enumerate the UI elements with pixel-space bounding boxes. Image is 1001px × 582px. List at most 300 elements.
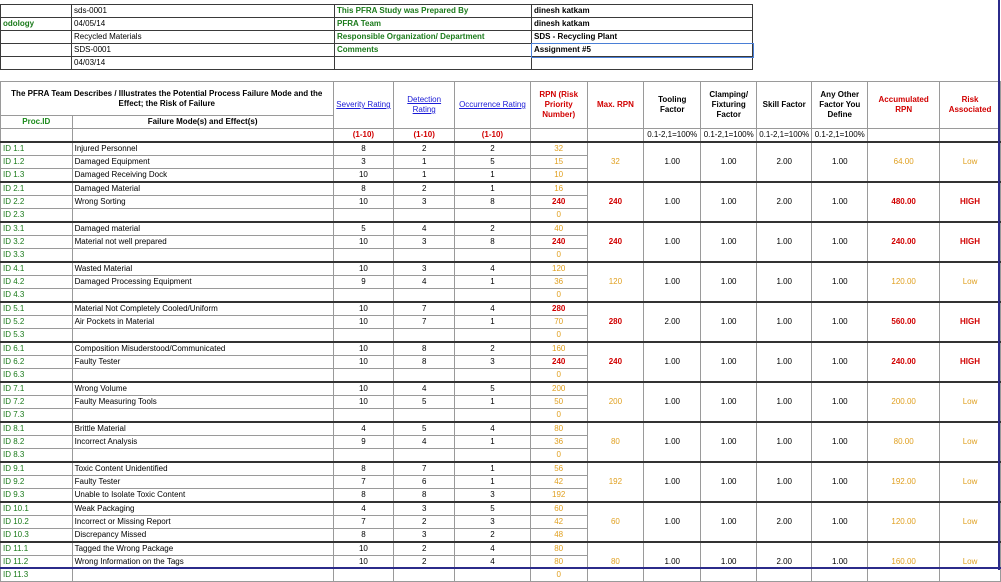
rpn-cell[interactable]: 16 bbox=[530, 182, 587, 196]
failure-mode-cell[interactable]: Toxic Content Unidentified bbox=[72, 462, 333, 476]
risk-cell[interactable]: Low bbox=[940, 142, 1001, 182]
info-cell[interactable]: dinesh katkam bbox=[532, 18, 753, 31]
clamping-cell[interactable]: 1.00 bbox=[701, 222, 757, 262]
occurrence-cell[interactable]: 2 bbox=[455, 529, 531, 543]
failure-mode-cell[interactable]: Incorrect or Missing Report bbox=[72, 516, 333, 529]
rpn-cell[interactable]: 36 bbox=[530, 436, 587, 449]
skill-cell[interactable]: 2.00 bbox=[757, 502, 812, 542]
occurrence-cell[interactable]: 1 bbox=[455, 316, 531, 329]
severity-cell[interactable]: 10 bbox=[333, 342, 394, 356]
occurrence-cell[interactable]: 2 bbox=[455, 142, 531, 156]
proc-id-cell[interactable]: ID 6.3 bbox=[1, 369, 73, 383]
max-rpn-cell[interactable]: 240 bbox=[587, 342, 644, 382]
info-cell[interactable]: SDS-0001 bbox=[72, 44, 335, 57]
occurrence-cell[interactable]: 1 bbox=[455, 169, 531, 183]
rpn-cell[interactable]: 160 bbox=[530, 342, 587, 356]
proc-id-cell[interactable]: ID 1.2 bbox=[1, 156, 73, 169]
severity-cell[interactable]: 8 bbox=[333, 489, 394, 503]
proc-id-cell[interactable]: ID 9.2 bbox=[1, 476, 73, 489]
failure-mode-cell[interactable]: Damaged Equipment bbox=[72, 156, 333, 169]
proc-id-cell[interactable]: ID 3.1 bbox=[1, 222, 73, 236]
skill-cell[interactable]: 1.00 bbox=[757, 262, 812, 302]
failure-mode-cell[interactable]: Wasted Material bbox=[72, 262, 333, 276]
failure-mode-cell[interactable] bbox=[72, 369, 333, 383]
rpn-cell[interactable]: 70 bbox=[530, 316, 587, 329]
info-cell[interactable]: sds-0001 bbox=[72, 5, 335, 18]
other-factor-cell[interactable]: 1.00 bbox=[812, 262, 868, 302]
rpn-cell[interactable]: 80 bbox=[530, 542, 587, 556]
detection-cell[interactable]: 8 bbox=[394, 489, 455, 503]
proc-id-cell[interactable]: ID 10.2 bbox=[1, 516, 73, 529]
detection-cell[interactable] bbox=[394, 449, 455, 463]
severity-cell[interactable]: 4 bbox=[333, 502, 394, 516]
proc-id-cell[interactable]: ID 10.1 bbox=[1, 502, 73, 516]
rpn-cell[interactable]: 50 bbox=[530, 396, 587, 409]
rpn-cell[interactable]: 40 bbox=[530, 222, 587, 236]
info-cell[interactable]: odology bbox=[1, 18, 72, 31]
other-factor-cell[interactable]: 1.00 bbox=[812, 542, 868, 582]
severity-cell[interactable]: 8 bbox=[333, 142, 394, 156]
proc-id-cell[interactable]: ID 5.3 bbox=[1, 329, 73, 343]
occurrence-cell[interactable]: 3 bbox=[455, 489, 531, 503]
proc-id-cell[interactable]: ID 9.1 bbox=[1, 462, 73, 476]
other-factor-cell[interactable]: 1.00 bbox=[812, 302, 868, 342]
other-factor-cell[interactable]: 1.00 bbox=[812, 182, 868, 222]
accumulated-rpn-cell[interactable]: 64.00 bbox=[868, 142, 940, 182]
tooling-cell[interactable]: 1.00 bbox=[644, 382, 701, 422]
occurrence-cell[interactable]: 4 bbox=[455, 262, 531, 276]
max-rpn-cell[interactable]: 200 bbox=[587, 382, 644, 422]
skill-cell[interactable]: 1.00 bbox=[757, 222, 812, 262]
info-cell[interactable]: Assignment #5 bbox=[532, 44, 753, 57]
max-rpn-cell[interactable]: 240 bbox=[587, 222, 644, 262]
failure-mode-cell[interactable]: Wrong Volume bbox=[72, 382, 333, 396]
max-rpn-cell[interactable]: 280 bbox=[587, 302, 644, 342]
severity-cell[interactable]: 7 bbox=[333, 516, 394, 529]
detection-cell[interactable]: 4 bbox=[394, 222, 455, 236]
detection-cell[interactable]: 1 bbox=[394, 156, 455, 169]
rpn-cell[interactable]: 0 bbox=[530, 209, 587, 223]
info-cell[interactable]: 04/03/14 bbox=[72, 57, 335, 70]
severity-cell[interactable] bbox=[333, 209, 394, 223]
proc-id-cell[interactable]: ID 9.3 bbox=[1, 489, 73, 503]
severity-cell[interactable]: 7 bbox=[333, 476, 394, 489]
severity-cell[interactable] bbox=[333, 329, 394, 343]
detection-cell[interactable]: 4 bbox=[394, 276, 455, 289]
failure-mode-cell[interactable]: Faulty Tester bbox=[72, 476, 333, 489]
risk-cell[interactable]: Low bbox=[940, 502, 1001, 542]
failure-mode-cell[interactable]: Material Not Completely Cooled/Uniform bbox=[72, 302, 333, 316]
max-rpn-cell[interactable]: 120 bbox=[587, 262, 644, 302]
detection-cell[interactable]: 7 bbox=[394, 302, 455, 316]
clamping-cell[interactable]: 1.00 bbox=[701, 262, 757, 302]
skill-cell[interactable]: 1.00 bbox=[757, 342, 812, 382]
severity-header[interactable] bbox=[333, 82, 394, 129]
detection-cell[interactable] bbox=[394, 209, 455, 223]
severity-cell[interactable]: 10 bbox=[333, 556, 394, 569]
max-rpn-cell[interactable]: 192 bbox=[587, 462, 644, 502]
max-rpn-cell[interactable]: 32 bbox=[587, 142, 644, 182]
accumulated-rpn-cell[interactable]: 80.00 bbox=[868, 422, 940, 462]
rpn-cell[interactable]: 200 bbox=[530, 382, 587, 396]
proc-id-cell[interactable]: ID 11.2 bbox=[1, 556, 73, 569]
detection-cell[interactable]: 3 bbox=[394, 262, 455, 276]
severity-cell[interactable]: 9 bbox=[333, 436, 394, 449]
detection-cell[interactable] bbox=[394, 329, 455, 343]
severity-cell[interactable]: 10 bbox=[333, 262, 394, 276]
rpn-cell[interactable]: 36 bbox=[530, 276, 587, 289]
severity-cell[interactable] bbox=[333, 569, 394, 582]
failure-mode-cell[interactable]: Wrong Sorting bbox=[72, 196, 333, 209]
proc-id-cell[interactable]: ID 7.2 bbox=[1, 396, 73, 409]
rpn-cell[interactable]: 0 bbox=[530, 369, 587, 383]
occurrence-cell[interactable] bbox=[455, 249, 531, 263]
tooling-cell[interactable]: 1.00 bbox=[644, 462, 701, 502]
occurrence-cell[interactable]: 8 bbox=[455, 236, 531, 249]
failure-mode-cell[interactable]: Damaged Material bbox=[72, 182, 333, 196]
detection-cell[interactable]: 3 bbox=[394, 236, 455, 249]
tooling-cell[interactable]: 1.00 bbox=[644, 422, 701, 462]
occurrence-cell[interactable]: 4 bbox=[455, 556, 531, 569]
info-cell[interactable] bbox=[532, 57, 753, 70]
occurrence-cell[interactable]: 1 bbox=[455, 396, 531, 409]
accumulated-rpn-cell[interactable]: 160.00 bbox=[868, 542, 940, 582]
failure-mode-cell[interactable] bbox=[72, 249, 333, 263]
rpn-cell[interactable]: 0 bbox=[530, 329, 587, 343]
severity-cell[interactable] bbox=[333, 289, 394, 303]
failure-mode-cell[interactable]: Weak Packaging bbox=[72, 502, 333, 516]
occurrence-cell[interactable]: 4 bbox=[455, 542, 531, 556]
detection-cell[interactable]: 2 bbox=[394, 542, 455, 556]
rpn-cell[interactable]: 0 bbox=[530, 249, 587, 263]
detection-cell[interactable]: 4 bbox=[394, 436, 455, 449]
other-factor-cell[interactable]: 1.00 bbox=[812, 462, 868, 502]
rpn-cell[interactable]: 42 bbox=[530, 516, 587, 529]
rpn-cell[interactable]: 42 bbox=[530, 476, 587, 489]
max-rpn-cell[interactable]: 240 bbox=[587, 182, 644, 222]
proc-id-cell[interactable]: ID 8.1 bbox=[1, 422, 73, 436]
occurrence-cell[interactable]: 5 bbox=[455, 382, 531, 396]
tooling-cell[interactable]: 1.00 bbox=[644, 342, 701, 382]
risk-cell[interactable]: Low bbox=[940, 542, 1001, 582]
skill-cell[interactable]: 2.00 bbox=[757, 182, 812, 222]
failure-mode-cell[interactable]: Faulty Tester bbox=[72, 356, 333, 369]
detection-cell[interactable]: 3 bbox=[394, 529, 455, 543]
occurrence-link[interactable]: Occurrence Rating bbox=[459, 100, 526, 109]
detection-link[interactable]: Detection Rating bbox=[407, 95, 442, 114]
info-cell[interactable]: PFRA Team bbox=[335, 18, 532, 31]
detection-cell[interactable]: 8 bbox=[394, 356, 455, 369]
risk-cell[interactable]: Low bbox=[940, 422, 1001, 462]
occurrence-cell[interactable]: 1 bbox=[455, 462, 531, 476]
occurrence-cell[interactable]: 2 bbox=[455, 222, 531, 236]
other-factor-cell[interactable]: 1.00 bbox=[812, 382, 868, 422]
proc-id-cell[interactable]: ID 6.1 bbox=[1, 342, 73, 356]
occurrence-header[interactable] bbox=[455, 82, 531, 129]
failure-mode-cell[interactable] bbox=[72, 569, 333, 582]
proc-id-cell[interactable]: ID 4.3 bbox=[1, 289, 73, 303]
max-rpn-cell[interactable]: 60 bbox=[587, 502, 644, 542]
info-cell[interactable]: Responsible Organization/ Department bbox=[335, 31, 532, 44]
rpn-cell[interactable]: 0 bbox=[530, 449, 587, 463]
max-rpn-cell[interactable]: 80 bbox=[587, 542, 644, 582]
rpn-cell[interactable]: 0 bbox=[530, 289, 587, 303]
occurrence-cell[interactable]: 2 bbox=[455, 342, 531, 356]
clamping-cell[interactable]: 1.00 bbox=[701, 502, 757, 542]
rpn-cell[interactable]: 48 bbox=[530, 529, 587, 543]
rpn-cell[interactable]: 192 bbox=[530, 489, 587, 503]
proc-id-cell[interactable]: ID 1.1 bbox=[1, 142, 73, 156]
clamping-cell[interactable]: 1.00 bbox=[701, 382, 757, 422]
other-factor-cell[interactable]: 1.00 bbox=[812, 422, 868, 462]
occurrence-cell[interactable]: 8 bbox=[455, 196, 531, 209]
info-cell[interactable] bbox=[335, 57, 532, 70]
accumulated-rpn-cell[interactable]: 480.00 bbox=[868, 182, 940, 222]
failure-mode-cell[interactable] bbox=[72, 209, 333, 223]
proc-id-cell[interactable]: ID 8.2 bbox=[1, 436, 73, 449]
rpn-cell[interactable]: 0 bbox=[530, 409, 587, 423]
tooling-cell[interactable]: 1.00 bbox=[644, 142, 701, 182]
detection-cell[interactable]: 2 bbox=[394, 516, 455, 529]
proc-id-cell[interactable]: ID 5.1 bbox=[1, 302, 73, 316]
severity-link[interactable]: Severity Rating bbox=[336, 100, 391, 109]
other-factor-cell[interactable]: 1.00 bbox=[812, 222, 868, 262]
detection-cell[interactable] bbox=[394, 409, 455, 423]
skill-cell[interactable]: 1.00 bbox=[757, 462, 812, 502]
detection-cell[interactable]: 3 bbox=[394, 502, 455, 516]
detection-cell[interactable]: 7 bbox=[394, 462, 455, 476]
accumulated-rpn-cell[interactable]: 200.00 bbox=[868, 382, 940, 422]
detection-cell[interactable] bbox=[394, 369, 455, 383]
severity-cell[interactable] bbox=[333, 249, 394, 263]
severity-cell[interactable]: 10 bbox=[333, 382, 394, 396]
occurrence-cell[interactable]: 5 bbox=[455, 502, 531, 516]
failure-mode-cell[interactable]: Injured Personnel bbox=[72, 142, 333, 156]
detection-cell[interactable]: 2 bbox=[394, 556, 455, 569]
occurrence-cell[interactable] bbox=[455, 369, 531, 383]
failure-mode-cell[interactable]: Brittle Material bbox=[72, 422, 333, 436]
proc-id-cell[interactable]: ID 4.1 bbox=[1, 262, 73, 276]
tooling-cell[interactable]: 1.00 bbox=[644, 502, 701, 542]
clamping-cell[interactable]: 1.00 bbox=[701, 542, 757, 582]
proc-id-cell[interactable]: ID 4.2 bbox=[1, 276, 73, 289]
risk-cell[interactable]: Low bbox=[940, 262, 1001, 302]
detection-cell[interactable] bbox=[394, 569, 455, 582]
failure-mode-cell[interactable]: Composition Misuderstood/Communicated bbox=[72, 342, 333, 356]
failure-mode-cell[interactable]: Incorrect Analysis bbox=[72, 436, 333, 449]
occurrence-cell[interactable]: 1 bbox=[455, 182, 531, 196]
severity-cell[interactable]: 8 bbox=[333, 462, 394, 476]
occurrence-cell[interactable] bbox=[455, 329, 531, 343]
severity-cell[interactable] bbox=[333, 409, 394, 423]
occurrence-cell[interactable]: 1 bbox=[455, 276, 531, 289]
occurrence-cell[interactable]: 3 bbox=[455, 356, 531, 369]
detection-cell[interactable]: 4 bbox=[394, 382, 455, 396]
occurrence-cell[interactable] bbox=[455, 289, 531, 303]
failure-mode-cell[interactable]: Air Pockets in Material bbox=[72, 316, 333, 329]
severity-cell[interactable] bbox=[333, 449, 394, 463]
tooling-cell[interactable]: 1.00 bbox=[644, 542, 701, 582]
tooling-cell[interactable]: 2.00 bbox=[644, 302, 701, 342]
failure-mode-cell[interactable] bbox=[72, 329, 333, 343]
failure-mode-cell[interactable]: Tagged the Wrong Package bbox=[72, 542, 333, 556]
severity-cell[interactable]: 10 bbox=[333, 316, 394, 329]
proc-id-cell[interactable]: ID 6.2 bbox=[1, 356, 73, 369]
severity-cell[interactable]: 10 bbox=[333, 542, 394, 556]
info-cell[interactable]: Comments bbox=[335, 44, 532, 57]
occurrence-cell[interactable]: 4 bbox=[455, 422, 531, 436]
occurrence-cell[interactable]: 4 bbox=[455, 302, 531, 316]
severity-cell[interactable]: 9 bbox=[333, 276, 394, 289]
skill-cell[interactable]: 1.00 bbox=[757, 302, 812, 342]
failure-mode-cell[interactable] bbox=[72, 409, 333, 423]
info-cell[interactable]: SDS - Recycling Plant bbox=[532, 31, 753, 44]
detection-cell[interactable]: 5 bbox=[394, 396, 455, 409]
other-factor-cell[interactable]: 1.00 bbox=[812, 142, 868, 182]
detection-cell[interactable]: 2 bbox=[394, 142, 455, 156]
severity-cell[interactable]: 10 bbox=[333, 236, 394, 249]
info-cell[interactable]: 04/05/14 bbox=[72, 18, 335, 31]
other-factor-cell[interactable]: 1.00 bbox=[812, 342, 868, 382]
info-cell[interactable]: dinesh katkam bbox=[532, 5, 753, 18]
occurrence-cell[interactable]: 5 bbox=[455, 156, 531, 169]
detection-cell[interactable]: 3 bbox=[394, 196, 455, 209]
rpn-cell[interactable]: 15 bbox=[530, 156, 587, 169]
severity-cell[interactable]: 10 bbox=[333, 396, 394, 409]
occurrence-cell[interactable] bbox=[455, 409, 531, 423]
rpn-cell[interactable]: 60 bbox=[530, 502, 587, 516]
info-cell[interactable] bbox=[1, 44, 72, 57]
rpn-cell[interactable]: 0 bbox=[530, 569, 587, 582]
proc-id-cell[interactable]: ID 3.2 bbox=[1, 236, 73, 249]
severity-cell[interactable]: 8 bbox=[333, 182, 394, 196]
accumulated-rpn-cell[interactable]: 120.00 bbox=[868, 502, 940, 542]
rpn-cell[interactable]: 120 bbox=[530, 262, 587, 276]
proc-id-cell[interactable]: ID 10.3 bbox=[1, 529, 73, 543]
accumulated-rpn-cell[interactable]: 240.00 bbox=[868, 222, 940, 262]
clamping-cell[interactable]: 1.00 bbox=[701, 302, 757, 342]
rpn-cell[interactable]: 240 bbox=[530, 196, 587, 209]
detection-cell[interactable] bbox=[394, 249, 455, 263]
skill-cell[interactable]: 2.00 bbox=[757, 142, 812, 182]
tooling-cell[interactable]: 1.00 bbox=[644, 262, 701, 302]
occurrence-cell[interactable] bbox=[455, 209, 531, 223]
proc-id-cell[interactable]: ID 1.3 bbox=[1, 169, 73, 183]
risk-cell[interactable]: HIGH bbox=[940, 302, 1001, 342]
rpn-cell[interactable]: 280 bbox=[530, 302, 587, 316]
risk-cell[interactable]: HIGH bbox=[940, 182, 1001, 222]
info-cell[interactable] bbox=[1, 57, 72, 70]
severity-cell[interactable]: 10 bbox=[333, 356, 394, 369]
risk-cell[interactable]: Low bbox=[940, 462, 1001, 502]
proc-id-cell[interactable]: ID 8.3 bbox=[1, 449, 73, 463]
detection-cell[interactable]: 8 bbox=[394, 342, 455, 356]
rpn-cell[interactable]: 240 bbox=[530, 356, 587, 369]
max-rpn-cell[interactable]: 80 bbox=[587, 422, 644, 462]
proc-id-cell[interactable]: ID 2.2 bbox=[1, 196, 73, 209]
skill-cell[interactable]: 1.00 bbox=[757, 422, 812, 462]
accumulated-rpn-cell[interactable]: 192.00 bbox=[868, 462, 940, 502]
failure-mode-cell[interactable]: Wrong Information on the Tags bbox=[72, 556, 333, 569]
detection-cell[interactable]: 1 bbox=[394, 169, 455, 183]
severity-cell[interactable] bbox=[333, 369, 394, 383]
detection-cell[interactable]: 5 bbox=[394, 422, 455, 436]
clamping-cell[interactable]: 1.00 bbox=[701, 422, 757, 462]
other-factor-cell[interactable]: 1.00 bbox=[812, 502, 868, 542]
failure-mode-cell[interactable]: Damaged Receiving Dock bbox=[72, 169, 333, 183]
detection-cell[interactable]: 6 bbox=[394, 476, 455, 489]
severity-cell[interactable]: 10 bbox=[333, 196, 394, 209]
info-cell[interactable]: Recycled Materials bbox=[72, 31, 335, 44]
failure-mode-cell[interactable] bbox=[72, 289, 333, 303]
rpn-cell[interactable]: 80 bbox=[530, 556, 587, 569]
clamping-cell[interactable]: 1.00 bbox=[701, 462, 757, 502]
occurrence-cell[interactable]: 3 bbox=[455, 516, 531, 529]
info-cell[interactable] bbox=[1, 5, 72, 18]
risk-cell[interactable]: HIGH bbox=[940, 222, 1001, 262]
skill-cell[interactable]: 1.00 bbox=[757, 382, 812, 422]
severity-cell[interactable]: 10 bbox=[333, 302, 394, 316]
info-cell[interactable] bbox=[1, 31, 72, 44]
occurrence-cell[interactable] bbox=[455, 449, 531, 463]
skill-cell[interactable]: 2.00 bbox=[757, 542, 812, 582]
risk-cell[interactable]: Low bbox=[940, 382, 1001, 422]
detection-header[interactable] bbox=[394, 82, 455, 129]
detection-cell[interactable] bbox=[394, 289, 455, 303]
proc-id-cell[interactable]: ID 3.3 bbox=[1, 249, 73, 263]
clamping-cell[interactable]: 1.00 bbox=[701, 142, 757, 182]
rpn-cell[interactable]: 56 bbox=[530, 462, 587, 476]
proc-id-cell[interactable]: ID 11.1 bbox=[1, 542, 73, 556]
proc-id-cell[interactable]: ID 7.1 bbox=[1, 382, 73, 396]
rpn-cell[interactable]: 32 bbox=[530, 142, 587, 156]
proc-id-cell[interactable]: ID 2.1 bbox=[1, 182, 73, 196]
failure-mode-cell[interactable]: Material not well prepared bbox=[72, 236, 333, 249]
accumulated-rpn-cell[interactable]: 120.00 bbox=[868, 262, 940, 302]
tooling-cell[interactable]: 1.00 bbox=[644, 182, 701, 222]
rpn-cell[interactable]: 80 bbox=[530, 422, 587, 436]
failure-mode-cell[interactable]: Unable to Isolate Toxic Content bbox=[72, 489, 333, 503]
severity-cell[interactable]: 8 bbox=[333, 529, 394, 543]
proc-id-cell[interactable]: ID 2.3 bbox=[1, 209, 73, 223]
risk-cell[interactable]: HIGH bbox=[940, 342, 1001, 382]
proc-id-cell[interactable]: ID 7.3 bbox=[1, 409, 73, 423]
info-cell[interactable]: This PFRA Study was Prepared By bbox=[335, 5, 532, 18]
rpn-cell[interactable]: 10 bbox=[530, 169, 587, 183]
proc-id-cell[interactable]: ID 5.2 bbox=[1, 316, 73, 329]
failure-mode-cell[interactable]: Damaged material bbox=[72, 222, 333, 236]
tooling-cell[interactable]: 1.00 bbox=[644, 222, 701, 262]
accumulated-rpn-cell[interactable]: 560.00 bbox=[868, 302, 940, 342]
severity-cell[interactable]: 10 bbox=[333, 169, 394, 183]
failure-mode-cell[interactable] bbox=[72, 449, 333, 463]
proc-id-cell[interactable]: ID 11.3 bbox=[1, 569, 73, 582]
occurrence-cell[interactable]: 1 bbox=[455, 436, 531, 449]
clamping-cell[interactable]: 1.00 bbox=[701, 182, 757, 222]
severity-cell[interactable]: 3 bbox=[333, 156, 394, 169]
occurrence-cell[interactable]: 1 bbox=[455, 476, 531, 489]
failure-mode-cell[interactable]: Discrepancy Missed bbox=[72, 529, 333, 543]
severity-cell[interactable]: 5 bbox=[333, 222, 394, 236]
severity-cell[interactable]: 4 bbox=[333, 422, 394, 436]
rpn-cell[interactable]: 240 bbox=[530, 236, 587, 249]
failure-mode-cell[interactable]: Damaged Processing Equipment bbox=[72, 276, 333, 289]
detection-cell[interactable]: 7 bbox=[394, 316, 455, 329]
occurrence-cell[interactable] bbox=[455, 569, 531, 582]
clamping-cell[interactable]: 1.00 bbox=[701, 342, 757, 382]
detection-cell[interactable]: 2 bbox=[394, 182, 455, 196]
accumulated-rpn-cell[interactable]: 240.00 bbox=[868, 342, 940, 382]
